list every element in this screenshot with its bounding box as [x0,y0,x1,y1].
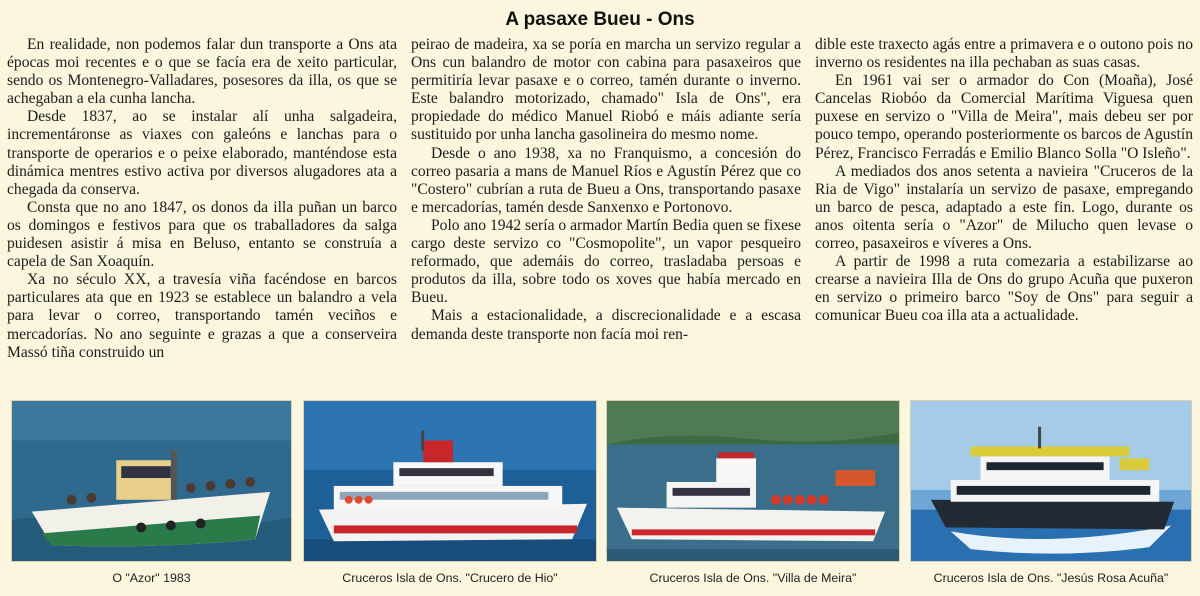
paragraph: peirao de madeira, xa se poría en marcha un servizo regular a Ons cun balandro de motor con cabina para pasaxeiros que permitiría levar pasaxe e o correo, tamén durante o inverno. Este balandro motorizado, chamado" Isla de Ons", era propiedade do médico Manuel Riobó e máis adiante sería sustituido por unha lancha gasolineira do mesmo nome. [411,36,801,144]
boat-azor-photo [11,400,292,562]
photo-caption: Cruceros Isla de Ons. "Villa de Meira" [649,571,857,585]
article-column-1 [7,36,397,362]
paragraph: Desde o ano 1938, xa no Franquismo, a concesión do correo pasaria a mans de Manuel Ríos e Agustín Pérez que co "Costero" cubrían a ruta de Bueu a Ons, transportando pasaxe e mercadorías, tamén desde Sanxenxo e Portonovo. [411,144,801,216]
paragraph: A mediados dos anos setenta a navieira "Cruceros de la Ria de Vigo" instalaría un servizo de pasaxe, empregando un barco de pesca, adaptado a este fin. Logo, durante os anos oitenta sería o "Azor" de Milucho quen levase o correo, pasaxeiros e víveres a Ons. [815,162,1193,253]
article-column-3 [815,36,1193,326]
boat-jesus-rosa-acuna-photo [910,400,1192,562]
paragraph: Consta que no ano 1847, os donos da illa puñan un barco os domingos e festivos para que os traballadores da salga puidesen asistir á misa en Beluso, entanto se construía a capela de San Xoaquín. [7,198,397,271]
boat-crucero-de-hio-photo [303,400,597,562]
boat-villa-de-meira-photo [606,400,900,562]
paragraph: Desde 1837, ao se instalar alí unha salgadeira, incrementáronse as viaxes con galeóns e lanchas para o transporte de operarios e o peixe elaborado, manténdose esta dinámica mentres estivo activa por diversos alugadores ata a chegada da conserva. [7,108,397,198]
paragraph: dible este traxecto agás entre a primavera e o outono pois no inverno os residentes na illa pechaban as suas casas. [815,36,1193,72]
paragraph: En realidade, non podemos falar dun transporte a Ons ata épocas moi recentes e o que se facía era de xeito particular, sendo os Montenegro-Valladares, posesores da illa, os que se achegaban a ela cunha lancha. [7,36,397,108]
photo-caption: O "Azor" 1983 [112,571,191,585]
photo-caption: Cruceros Isla de Ons. "Crucero de Hio" [342,571,558,585]
paragraph: A partir de 1998 a ruta comezaria a estabilizarse ao crearse a navieira Illa de Ons do grupo Acuña que puxeron en servizo o primeiro barco "Soy de Ons" para seguir a comunicar Bueu coa illa ata a actualidade. [815,253,1193,325]
paragraph: Polo ano 1942 sería o armador Martín Bedia quen se fixese cargo deste servizo co "Cosmopolite", un vapor pesqueiro reformado, que ademáis do correo, trasladaba persoas e produtos da illa, sobre todo os xoves que había mercado en Bueu. [411,216,801,307]
article-title: A pasaxe Bueu - Ons [505,9,695,30]
photo-caption: Cruceros Isla de Ons. "Jesús Rosa Acuña" [933,571,1169,585]
article-column-2 [411,36,801,344]
paragraph: En 1961 vai ser o armador do Con (Moaña), José Cancelas Riobóo da Comercial Marítima Viguesa quen puxese en servizo o "Villa de Meira", mais debeu ser por pouco tempo, operando posteriormente os barcos de Agustín Pérez, Francisco Ferradás e Emilio Blanco Solla "O Isleño". [815,72,1193,162]
paragraph: Xa no século XX, a travesía viña facéndose en barcos particulares ata que en 1923 se establece un balandro a vela para levar o correo, transportando tamén veciños e mercadorías. No ano seguinte e grazas a que a conserveira Massó tiña construido un [7,271,397,361]
photo-strip [0,398,1200,596]
paragraph: Mais a estacionalidade, a discrecionalidade e a escasa demanda deste transporte non facía moi ren- [411,307,801,343]
